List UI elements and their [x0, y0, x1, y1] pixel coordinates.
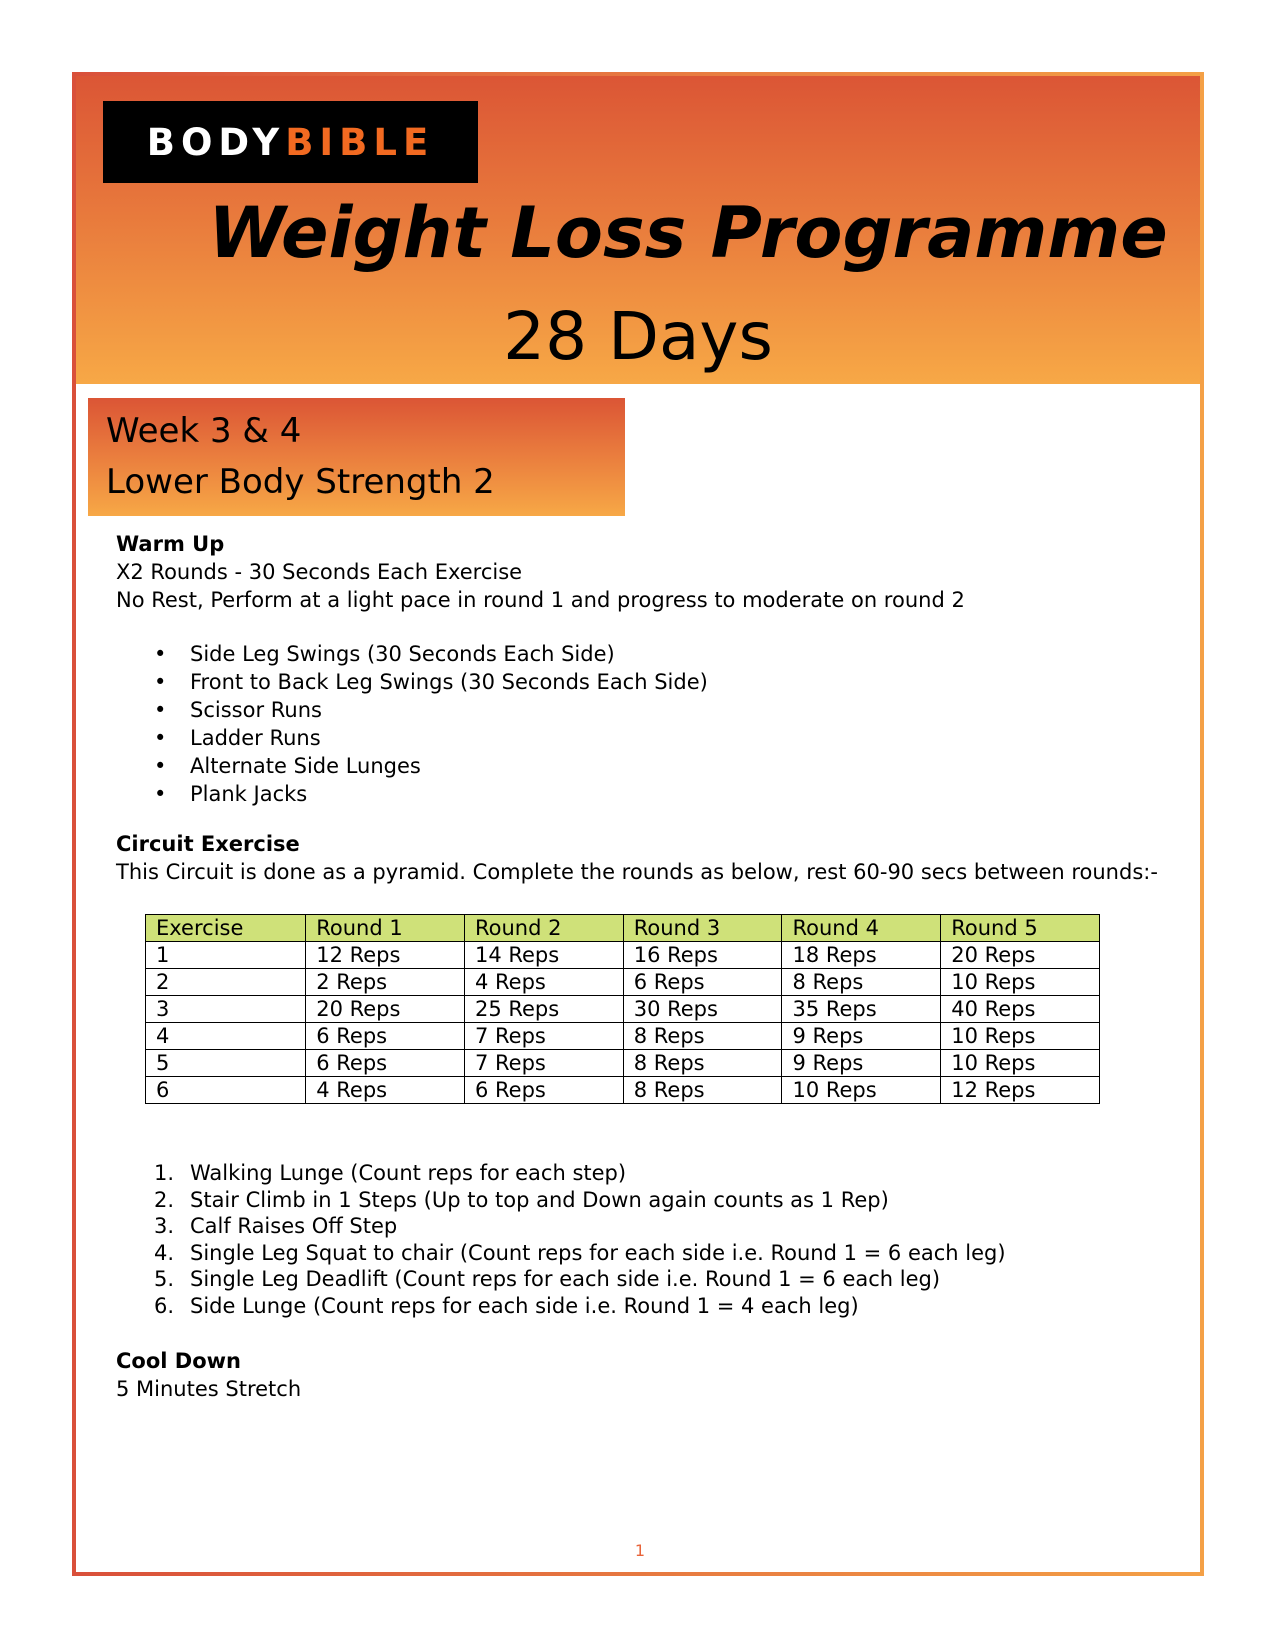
column-header: Round 3: [623, 915, 782, 942]
column-header: Round 4: [782, 915, 941, 942]
table-row: [146, 1023, 1100, 1050]
table-cell: 9 Reps: [782, 1050, 941, 1077]
table-cell: 8 Reps: [623, 1077, 782, 1104]
list-item-text: Stair Climb in 1 Steps (Up to top and Down again counts as 1 Rep): [190, 1187, 889, 1212]
list-item: [116, 780, 1176, 808]
page-number: 1: [634, 1541, 646, 1560]
list-item-text: Plank Jacks: [190, 782, 308, 806]
bullet-icon: •: [154, 698, 167, 722]
brand-logo-text: [103, 101, 478, 183]
table-cell: 9 Reps: [782, 1023, 941, 1050]
list-item: [116, 1187, 1006, 1214]
list-item: [116, 724, 1176, 752]
list-item-text: Ladder Runs: [190, 726, 321, 750]
table-row: [146, 1077, 1100, 1104]
list-number: 4.: [154, 1240, 175, 1265]
warm-up-list: [116, 640, 1176, 808]
bullet-icon: •: [154, 782, 167, 806]
brand-logo: [103, 101, 478, 183]
column-header: Round 5: [941, 915, 1100, 942]
table-cell: 2 Reps: [306, 969, 465, 996]
list-number: 1.: [154, 1161, 175, 1185]
table-cell: 3: [146, 996, 306, 1023]
page-subtitle: 28 Days: [503, 298, 773, 375]
circuit-section: [116, 830, 1158, 886]
table-cell: 35 Reps: [782, 996, 941, 1023]
table-cell: 4 Reps: [464, 969, 623, 996]
bullet-icon: •: [154, 670, 167, 694]
table-cell: 1: [146, 942, 306, 969]
table-row: [146, 969, 1100, 996]
workout-name: Lower Body Strength 2: [106, 462, 495, 502]
table-cell: 4 Reps: [306, 1077, 465, 1104]
cool-down-heading: Cool Down: [116, 1349, 241, 1373]
warm-up-rounds: X2 Rounds - 30 Seconds Each Exercise: [116, 560, 523, 584]
list-item-text: Single Leg Deadlift (Count reps for each side i.e. Round 1 = 6 each leg): [190, 1267, 941, 1291]
list-item: [116, 1293, 1006, 1320]
table-cell: 12 Reps: [306, 942, 465, 969]
exercise-list: [116, 1160, 1006, 1319]
table-cell: 18 Reps: [782, 942, 941, 969]
list-item: [116, 752, 1176, 780]
list-item: [116, 1240, 1006, 1267]
bullet-icon: •: [154, 642, 167, 666]
bullet-icon: •: [154, 754, 167, 778]
table-cell: 5: [146, 1050, 306, 1077]
cool-down-text: 5 Minutes Stretch: [116, 1377, 302, 1401]
circuit-heading: Circuit Exercise: [116, 832, 300, 856]
table-cell: 6 Reps: [306, 1023, 465, 1050]
list-item: [116, 1160, 1006, 1187]
column-header: Round 2: [464, 915, 623, 942]
table-cell: 12 Reps: [941, 1077, 1100, 1104]
list-item-text: Side Leg Swings (30 Seconds Each Side): [190, 642, 615, 666]
warm-up-instructions: No Rest, Perform at a light pace in round 1 and progress to moderate on round 2: [116, 588, 965, 612]
warm-up-section: [116, 530, 1176, 808]
column-header: Round 1: [306, 915, 465, 942]
page-title: Weight Loss Programme: [208, 192, 1168, 274]
table-cell: 7 Reps: [464, 1023, 623, 1050]
table-cell: 6 Reps: [306, 1050, 465, 1077]
list-item: [116, 1266, 1006, 1293]
list-item-text: Single Leg Squat to chair (Count reps for each side i.e. Round 1 = 6 each leg): [190, 1240, 1006, 1265]
table-row: [146, 942, 1100, 969]
table-cell: 25 Reps: [464, 996, 623, 1023]
logo-body-text: BODY: [146, 120, 286, 164]
table-cell: 14 Reps: [464, 942, 623, 969]
list-item-text: Calf Raises Off Step: [190, 1214, 398, 1238]
reps-table: [145, 914, 1100, 1104]
list-number: 6.: [154, 1293, 175, 1318]
circuit-description: This Circuit is done as a pyramid. Complete the rounds as below, rest 60-90 secs between rounds:-: [116, 860, 1158, 884]
table-cell: 8 Reps: [623, 1023, 782, 1050]
list-number: 5.: [154, 1267, 175, 1291]
table-cell: 7 Reps: [464, 1050, 623, 1077]
table-cell: 10 Reps: [782, 1077, 941, 1104]
week-label: Week 3 & 4: [106, 411, 302, 451]
list-item: [116, 696, 1176, 724]
list-item: [116, 1213, 1006, 1240]
cool-down-section: [116, 1347, 301, 1403]
table-cell: 40 Reps: [941, 996, 1100, 1023]
table-cell: 10 Reps: [941, 969, 1100, 996]
table-cell: 20 Reps: [306, 996, 465, 1023]
list-item: [116, 640, 1176, 668]
week-section-banner: [88, 398, 625, 516]
list-item: [116, 668, 1176, 696]
table-cell: 10 Reps: [941, 1023, 1100, 1050]
table-cell: 6 Reps: [623, 969, 782, 996]
list-number: 2.: [154, 1187, 175, 1212]
table-cell: 4: [146, 1023, 306, 1050]
list-item-text: Walking Lunge (Count reps for each step): [190, 1161, 627, 1185]
list-item-text: Side Lunge (Count reps for each side i.e. Round 1 = 4 each leg): [190, 1293, 859, 1318]
list-number: 3.: [154, 1214, 175, 1238]
table-cell: 8 Reps: [623, 1050, 782, 1077]
table-cell: 2: [146, 969, 306, 996]
list-item-text: Front to Back Leg Swings (30 Seconds Each Side): [190, 670, 708, 694]
warm-up-heading: Warm Up: [116, 532, 225, 556]
table-cell: 10 Reps: [941, 1050, 1100, 1077]
column-header: Exercise: [146, 915, 306, 942]
table-cell: 6 Reps: [464, 1077, 623, 1104]
table-cell: 8 Reps: [782, 969, 941, 996]
table-row: [146, 1050, 1100, 1077]
table-header-row: [146, 915, 1100, 942]
list-item-text: Scissor Runs: [190, 698, 322, 722]
bullet-icon: •: [154, 726, 167, 750]
table-cell: 30 Reps: [623, 996, 782, 1023]
logo-bible-text: BIBLE: [285, 120, 435, 164]
table-cell: 20 Reps: [941, 942, 1100, 969]
table-cell: 16 Reps: [623, 942, 782, 969]
table-row: [146, 996, 1100, 1023]
table-cell: 6: [146, 1077, 306, 1104]
list-item-text: Alternate Side Lunges: [190, 754, 421, 778]
